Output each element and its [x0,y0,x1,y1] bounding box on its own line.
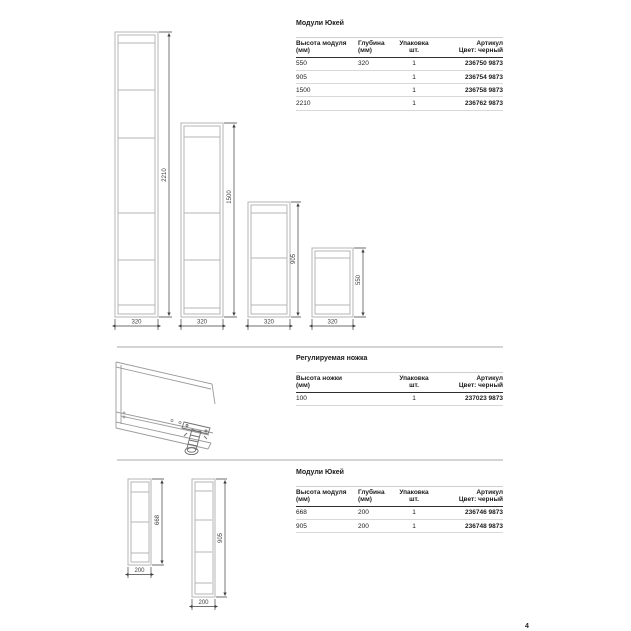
dim-width-label: 200 [134,568,145,574]
table-header-row [296,372,503,393]
page-number: 4 [525,623,529,630]
col-header-article: Артикул Цвет: черный [458,39,503,54]
dimension-lines [126,479,228,610]
col-header-height: Высота ножки (мм) [296,374,342,389]
unit-905-outline [192,479,215,597]
table-row: 905 200 1 236748 9873 [296,520,503,533]
col-header-height: Высота модуля (мм) [296,39,347,54]
col-header-article: Артикул Цвет: черный [458,488,503,503]
dim-height-label: 905 [291,253,297,265]
col-header-pack: Упаковка шт. [399,488,429,503]
unit-668-outline [128,479,151,565]
dim-width-label: 320 [263,319,275,326]
col-header-pack: Упаковка шт. [399,39,429,54]
dim-height-label: 1500 [227,190,233,204]
table-title: Модули Юкей [296,20,344,27]
unit-550-outline [312,248,353,317]
table-title: Модули Юкей [296,469,344,476]
dim-height-label: 668 [155,514,161,526]
top-table [296,20,503,111]
dim-width-label: 320 [131,319,142,326]
bottom-units-drawing [115,470,245,620]
table-row: 905 1 236754 9873 [296,71,503,84]
dim-width-label: 320 [196,319,208,326]
dim-height-label: 550 [356,274,362,286]
section-divider [117,459,503,461]
table-row: 1500 1 236758 9873 [296,84,503,97]
adjustable-leg-drawing [108,356,238,456]
table-title: Регулируемая ножка [296,355,368,362]
dimension-lines-width [113,319,356,330]
col-header-depth: Глубина (мм) [358,488,385,503]
dim-width-label: 320 [327,319,338,326]
dim-height-label: 905 [218,532,224,544]
bottom-table [296,469,503,533]
table-row: 2210 1 236762 9873 [296,97,503,110]
dim-width-label: 200 [198,600,209,606]
section-divider [117,346,503,348]
table-row: 668 200 1 236746 9873 [296,507,503,520]
col-header-height: Высота модуля (мм) [296,488,347,503]
table-header-row [296,37,503,58]
unit-1500-outline [181,123,223,317]
leg-table [296,355,503,406]
col-header-article: Артикул Цвет: черный [458,374,503,389]
table-header-row [296,486,503,507]
dim-height-label: 2210 [162,168,168,182]
unit-2210-outline [115,32,158,317]
table-row: 550 320 1 236750 9873 [296,58,503,71]
col-header-pack: Упаковка шт. [399,374,429,389]
unit-905-outline [248,202,290,317]
col-header-depth: Глубина (мм) [358,39,385,54]
table-row: 100 1 237023 9873 [296,393,503,406]
